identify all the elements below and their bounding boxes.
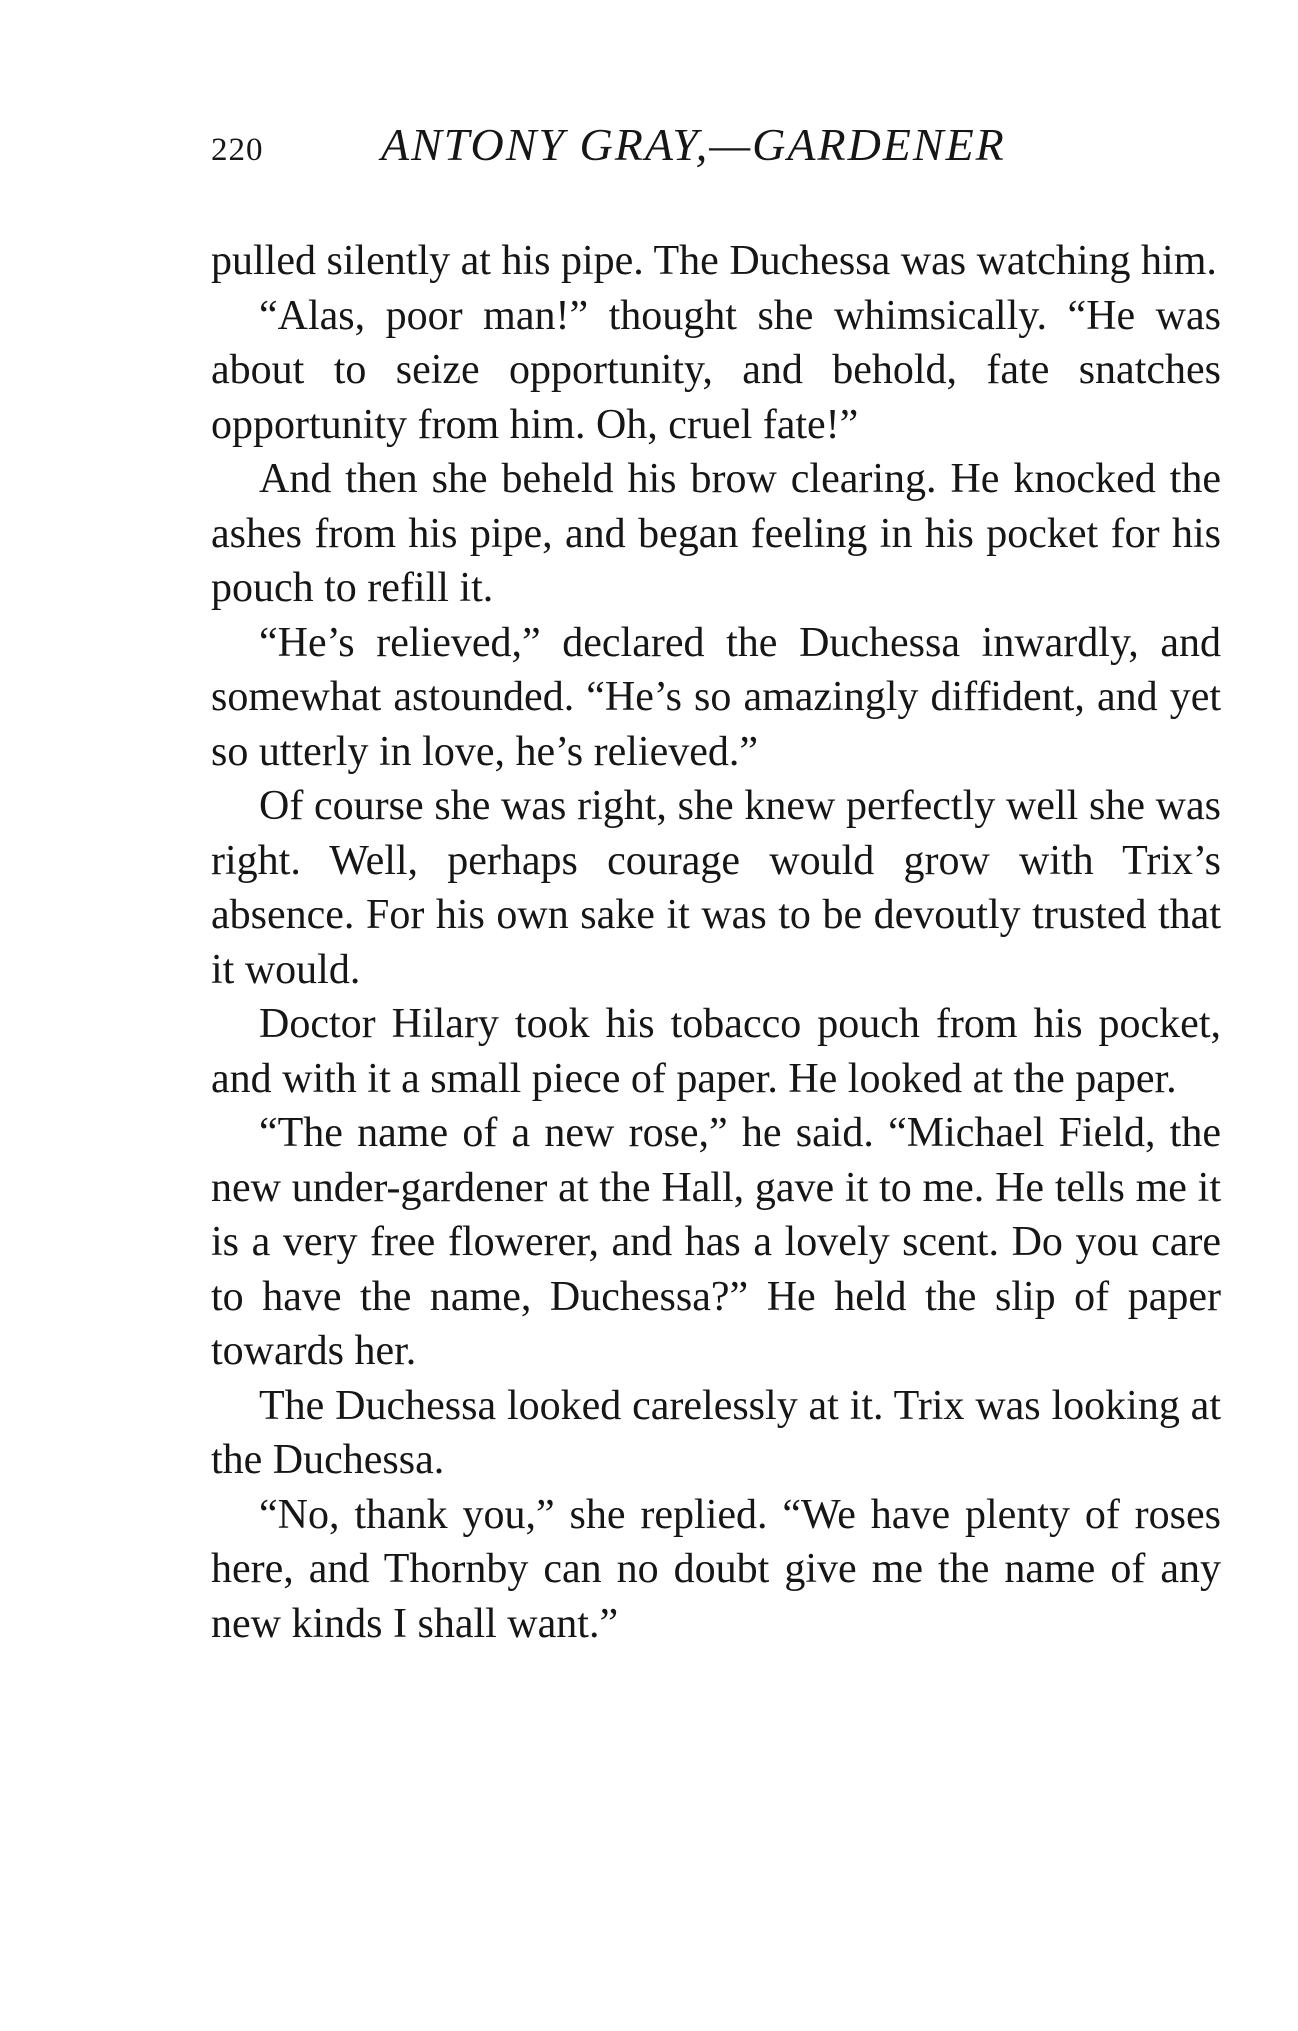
paragraph: “The name of a new rose,” he said. “Michael Field, the new under-gardener at the Hall, gave it to me. He tells me it is a very free flowerer, and has a lovely scent. Do you care to have the name, Duchessa?” He held the slip of paper towards her. <box>211 1110 1221 1374</box>
running-head <box>211 118 1221 188</box>
paragraph: Of course she was right, she knew perfectly well she was right. Well, perhaps courage would grow with Trix’s absence. For his own sake it was to be devoutly trusted that it would. <box>211 783 1221 993</box>
book-page <box>211 118 1221 1651</box>
page-number: 220 <box>211 132 264 168</box>
paragraph: pulled silently at his pipe. The Duchessa was watching him. <box>211 238 1217 284</box>
paragraph: “He’s relieved,” declared the Duchessa inwardly, and somewhat astounded. “He’s so amazingly diffident, and yet so utterly in love, he’s relieved.” <box>211 619 1221 775</box>
running-title: ANTONY GRAY,—GARDENER <box>381 119 1006 170</box>
paragraph: The Duchessa looked carelessly at it. Trix was looking at the Duchessa. <box>211 1382 1221 1483</box>
paragraph: “No, thank you,” she replied. “We have plenty of roses here, and Thornby can no doubt give me the name of any new kinds I shall want.” <box>211 1491 1221 1647</box>
paragraph: And then she beheld his brow clearing. He knocked the ashes from his pipe, and began feeling in his pocket for his pouch to refill it. <box>211 456 1221 611</box>
paragraph: Doctor Hilary took his tobacco pouch from his pocket, and with it a small piece of paper. He looked at the paper. <box>211 1001 1221 1102</box>
body-text <box>211 234 1221 1651</box>
paragraph: “Alas, poor man!” thought she whimsically. “He was about to seize opportunity, and behold, fate snatches opportunity from him. Oh, cruel fate!” <box>211 292 1221 448</box>
